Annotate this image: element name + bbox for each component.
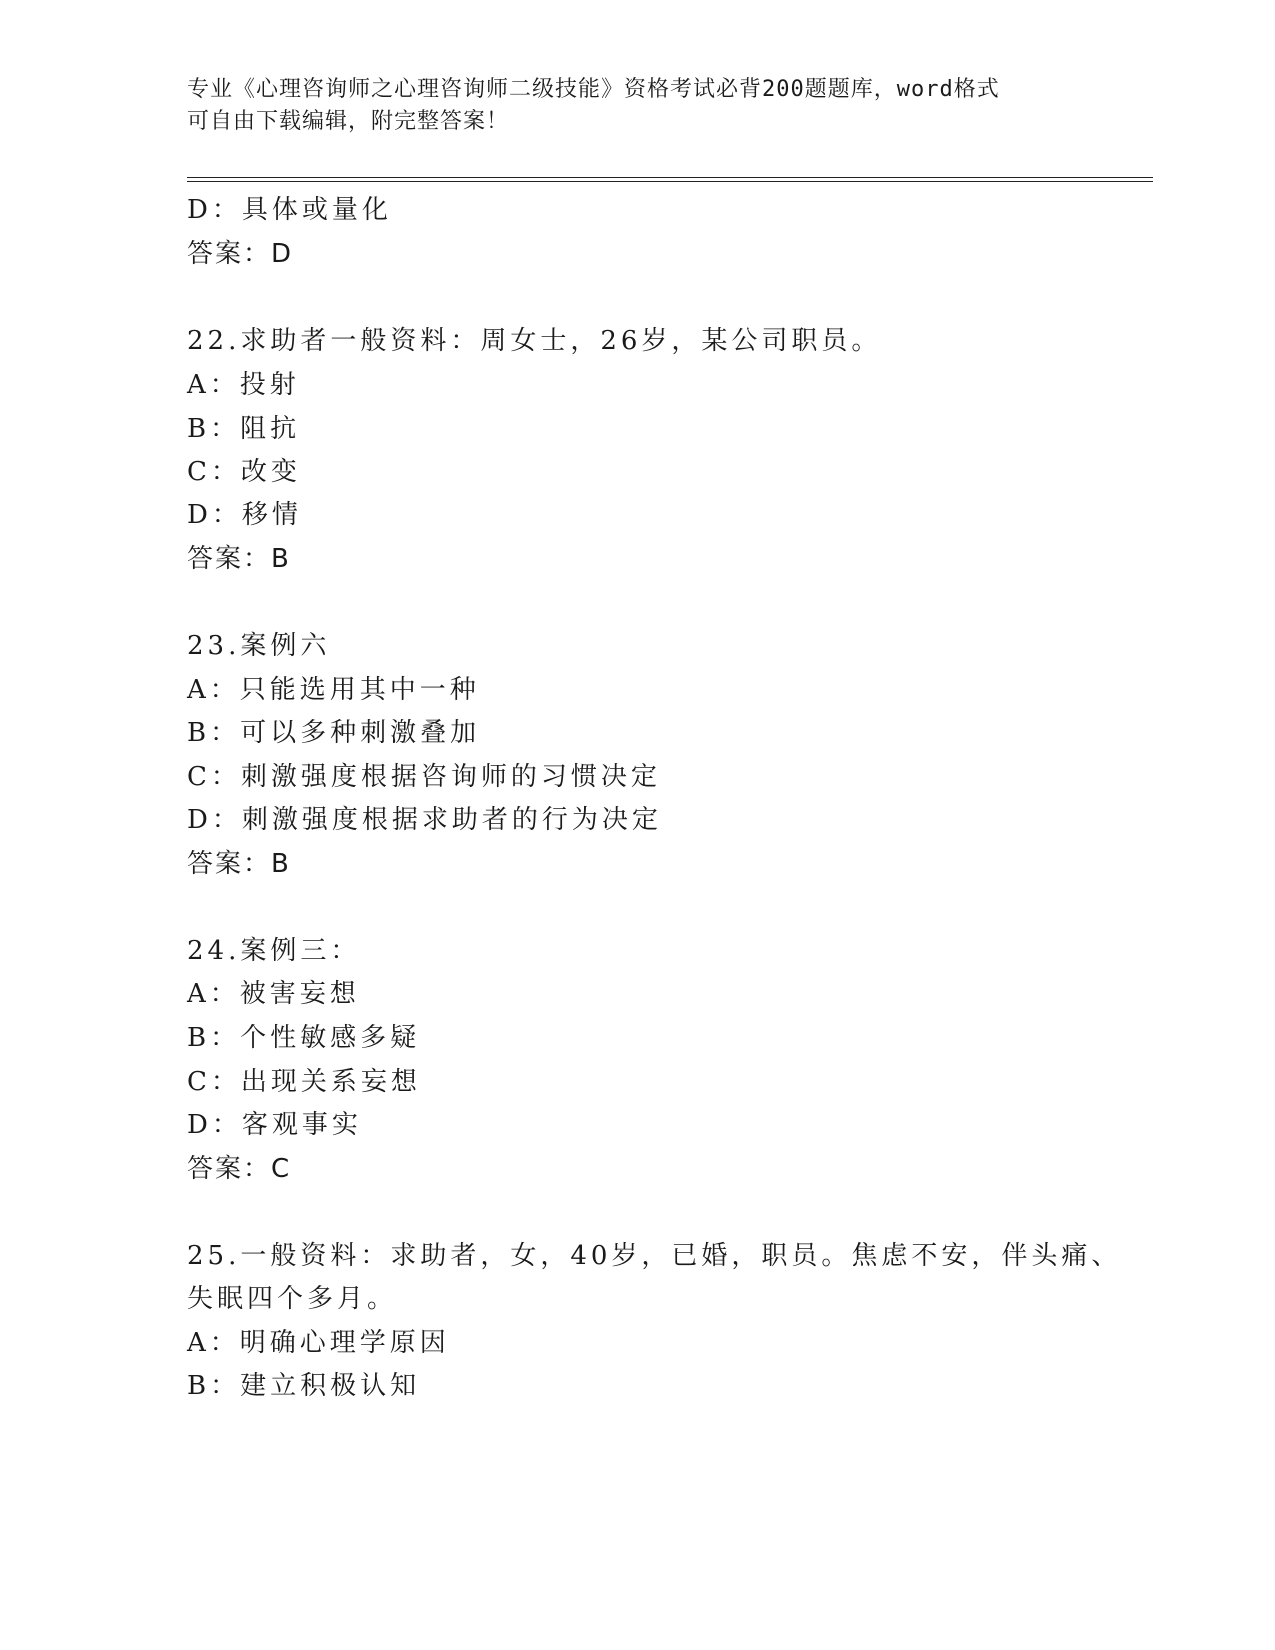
q25-option-b: B：建立积极认知 [187, 1371, 421, 1401]
prev-answer: 答案：D [187, 239, 294, 269]
q22-answer: 答案：B [187, 544, 291, 574]
document-header [187, 74, 1087, 138]
q23-option-c: C：刺激强度根据咨询师的习惯决定 [187, 762, 661, 792]
q22-option-d: D：移情 [187, 500, 302, 530]
header-divider-top [187, 177, 1153, 178]
q24-option-a: A：被害妄想 [187, 979, 360, 1009]
q23-option-d: D：刺激强度根据求助者的行为决定 [187, 805, 662, 835]
q24-option-c: C：出现关系妄想 [187, 1067, 421, 1097]
q24-option-d: D：客观事实 [187, 1110, 362, 1140]
q22-option-c: C：改变 [187, 457, 301, 487]
q23-option-b: B：可以多种刺激叠加 [187, 718, 481, 748]
q23-option-a: A：只能选用其中一种 [187, 675, 480, 705]
prev-option-d: D：具体或量化 [187, 195, 392, 225]
q23-answer: 答案：B [187, 849, 291, 879]
q23-stem: 23.案例六 [187, 631, 331, 661]
q25-option-a: A：明确心理学原因 [187, 1328, 450, 1358]
q22-option-a: A：投射 [187, 370, 300, 400]
q22-stem: 22.求助者一般资料：周女士，26岁，某公司职员。 [187, 326, 882, 356]
q22-option-b: B：阻抗 [187, 414, 301, 444]
q25-stem-line-1: 25.一般资料：求助者，女，40岁，已婚，职员。焦虑不安，伴头痛、 [187, 1241, 1122, 1271]
header-line-2: 可自由下载编辑，附完整答案！ [187, 109, 510, 134]
q25-stem-line-2: 失眠四个多月。 [187, 1284, 398, 1314]
header-divider-bottom [187, 181, 1153, 182]
q24-stem: 24.案例三： [187, 936, 361, 966]
q24-option-b: B：个性敏感多疑 [187, 1023, 421, 1053]
q24-answer: 答案：C [187, 1154, 292, 1184]
header-line-1: 专业《心理咨询师之心理咨询师二级技能》资格考试必背200题题库，word格式 [187, 77, 1000, 102]
